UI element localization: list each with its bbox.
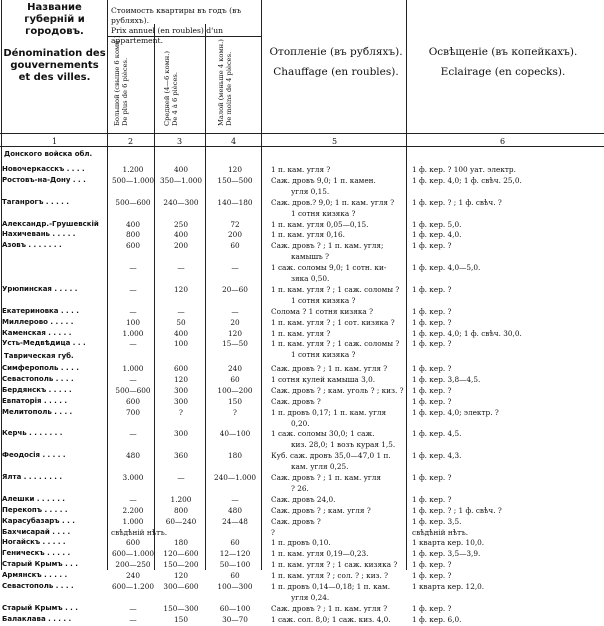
header-city-name-fr: Dénomination des gouvernements et des villes. — [3, 48, 106, 83]
heating-cost: 1 п. кам. угля ? ; 1 сот. кизяка ? — [271, 317, 395, 327]
header-city-name-ru: Название губерній и городовъ. — [24, 2, 85, 37]
city-name: Геническъ . . . . . — [2, 549, 71, 558]
rent-large: 500—600 — [115, 385, 151, 395]
city-name: Миллерово . . . . . — [2, 317, 74, 326]
city-name: Севастополь . . . . — [2, 582, 74, 590]
table-row — [0, 252, 604, 263]
table-row — [0, 517, 604, 528]
rent-medium: 240—300 — [163, 197, 199, 207]
rent-small: 480 — [228, 505, 242, 515]
header-lighting — [409, 42, 597, 82]
city-name: Старый Крымъ . . . — [2, 603, 78, 612]
rent-large: 2.200 — [122, 505, 144, 515]
section-title-tavricheskaya: Таврическая губ. — [4, 352, 74, 360]
heating-cost: 1 п. кам. угля 0,16. — [271, 230, 345, 240]
city-name: Балаклава . . . . . — [2, 614, 72, 623]
heating-cost: Саж. дровъ ? ; кам. уголь ? ; киз. ? — [271, 385, 404, 395]
rent-large: 1.000 — [122, 328, 144, 338]
table-row — [0, 495, 604, 506]
rent-medium: 360 — [174, 451, 188, 461]
city-name: Нахичевань . . . . . — [2, 230, 76, 239]
rent-large: 600—1.000 — [111, 549, 155, 559]
rent-large: — — [129, 306, 137, 316]
heating-cost: Саж. дровъ ? — [271, 396, 321, 406]
lighting-cost: 1 ф. кер. ? — [412, 364, 452, 373]
rent-medium: 300—600 — [163, 582, 199, 591]
table-row — [0, 198, 604, 209]
rent-small: 72 — [230, 219, 240, 229]
table-row — [0, 187, 604, 198]
city-name: Севастополь . . . . — [2, 374, 74, 383]
rent-medium: 600 — [174, 364, 188, 373]
lighting-cost: 1 ф. кер. ? — [412, 385, 452, 395]
lighting-cost: 1 ф. кер. ? ; 1 ф. свѣч. ? — [412, 505, 502, 515]
lighting-cost: 1 ф. кер. ? — [412, 494, 452, 504]
heating-cost: 1 саж. соломы 30,0; 1 сaж. — [271, 429, 375, 439]
city-name: Азовъ . . . . . . . — [2, 241, 62, 250]
rent-small: 20 — [230, 317, 240, 327]
rent-large: 200—250 — [115, 560, 151, 570]
header-large-ru: Большой (свыше 6 комн.) — [113, 35, 121, 126]
lighting-cost: 1 ф. кер. ? — [412, 339, 452, 349]
lighting-cost: 1 ф. кер. ? — [412, 306, 452, 316]
rent-large: 240 — [126, 571, 140, 581]
header-lighting-ru: Освѣщеніе (въ копейкахъ). — [428, 46, 578, 58]
city-name: Керчь . . . . . . . — [2, 429, 63, 438]
rent-small: — — [231, 263, 239, 273]
table-row — [0, 549, 604, 560]
table-row — [0, 560, 604, 571]
rent-large: — — [129, 284, 137, 294]
rent-medium: — — [177, 473, 185, 482]
lighting-cost: 1 ф. кер. ? — [412, 284, 452, 294]
city-name: Карасубазаръ . . . — [2, 516, 75, 525]
heating-cost: кам. угля 0,25. — [291, 462, 349, 472]
lighting-cost: 1 ф. кер. 4,0; 1 ф. свѣч. 25,0. — [412, 175, 522, 185]
heating-cost: Солома ? 1 сотня кизяка ? — [271, 306, 373, 316]
rent-small: 24—48 — [222, 516, 248, 526]
rent-small: 150—500 — [217, 175, 253, 185]
table-row — [0, 582, 604, 593]
table-row — [0, 604, 604, 615]
rent-large: 700 — [126, 407, 140, 417]
rent-small: 240—1.000 — [213, 473, 257, 482]
lighting-cost: 1 ф. кер. 4,3. — [412, 451, 462, 461]
heating-cost: зяка 0,50. — [291, 274, 330, 283]
header-heating-ru: Отопленіе (въ рубляхъ). — [269, 46, 403, 58]
header-heating-fr: Chauffage (en roubles). — [273, 66, 399, 78]
rent-large: 100 — [126, 317, 140, 327]
table-row — [0, 209, 604, 220]
table-row — [0, 364, 604, 375]
table-row — [0, 230, 604, 241]
rent-small: 12—120 — [219, 549, 251, 559]
rent-medium: 400 — [174, 165, 188, 174]
city-name: Ростовъ-на-Дону . . . — [2, 175, 86, 184]
rent-small: 140—180 — [217, 197, 253, 207]
rent-large: — — [129, 429, 137, 439]
rent-small: 120 — [228, 165, 242, 174]
rent-medium: 400 — [174, 328, 188, 338]
rent-large: 3.000 — [122, 473, 144, 482]
lighting-cost: 1 ф. кер. 5,0. — [412, 219, 462, 229]
table-row — [0, 339, 604, 350]
header-medium-ru: Средней (4—6 комн.) — [163, 50, 171, 126]
table-row — [0, 329, 604, 340]
rent-medium: 120—600 — [163, 549, 199, 559]
lighting-cost: свѣдѣній нѣтъ. — [412, 527, 469, 537]
column-number-6: 6 — [500, 137, 506, 146]
rent-medium: 300 — [174, 385, 188, 395]
heating-cost: Саж. дровъ ? ; кам. угля ? — [271, 505, 371, 515]
rent-small: 240 — [228, 364, 242, 373]
number-row-rule — [0, 146, 604, 147]
rent-small: 30—70 — [222, 614, 248, 624]
rent-small: 150 — [228, 396, 242, 406]
heating-cost: 1 п. кам. угля ? ; 1 саж. соломы ? — [271, 339, 400, 349]
table-row — [0, 419, 604, 430]
lighting-cost: 1 кварта кер. 12,0. — [412, 582, 485, 591]
lighting-cost: 1 ф. кер. 4,5. — [412, 429, 462, 439]
table-row — [0, 451, 604, 462]
heating-cost: Саж. дровъ ? — [271, 516, 321, 526]
table-row — [0, 473, 604, 484]
rent-medium: 250 — [174, 219, 188, 229]
heating-cost: Саж. дровъ ? ; 1 п. кам. угля; — [271, 241, 384, 251]
lighting-cost: 1 ф. кер. ? — [412, 241, 452, 251]
city-name: Александр.-Грушевскій — [2, 219, 99, 228]
rent-small: 100—200 — [217, 385, 253, 395]
city-name: Мелитополь . . . . — [2, 407, 73, 416]
heating-cost: 1 сотня кулей камыша 3,0. — [271, 374, 376, 384]
city-name: Бахчисарай . . . . — [2, 527, 71, 536]
rent-medium: 120 — [174, 374, 188, 384]
heating-cost: угля 0,15. — [291, 186, 330, 196]
heating-cost: Саж. дровъ 9,0; 1 п. камен. — [271, 175, 376, 185]
city-name: Бердянскъ . . . . . — [2, 385, 72, 394]
header-medium-apartment — [164, 51, 179, 126]
rent-large: — — [129, 494, 137, 504]
rent-medium: 400 — [174, 230, 188, 240]
rent-medium: 150—300 — [163, 603, 199, 613]
city-name: Перекопъ . . . . . — [2, 505, 68, 514]
rent-medium: 150 — [174, 614, 188, 624]
rent-small: 180 — [228, 451, 242, 461]
table-row — [0, 307, 604, 318]
rent-small: 60 — [230, 571, 240, 581]
heating-cost: ? 26. — [291, 483, 309, 493]
heating-cost: 1 саж. соломы 9,0; 1 сотн. ки- — [271, 263, 387, 273]
rent-small: 120 — [228, 328, 242, 338]
heating-cost: 1 п. дровъ 0,10. — [271, 538, 331, 548]
table-row — [0, 429, 604, 440]
rent-medium: — — [177, 263, 185, 273]
table-row — [0, 571, 604, 582]
lighting-cost: 1 кварта кер. 10,0. — [412, 538, 485, 548]
lighting-cost: 1 ф. кер. 4,0—5,0. — [412, 263, 481, 273]
heating-cost: 1 п. кам. угля ? — [271, 328, 331, 338]
heating-cost: 1 сотня кизяка ? — [291, 208, 356, 218]
city-name: Усть-Медвѣдица . . . — [2, 339, 86, 348]
heating-cost: Саж. дровъ ? ; 1 п. кам. угля — [271, 473, 381, 482]
table-row — [0, 440, 604, 451]
rent-medium: — — [177, 306, 185, 316]
table-row — [0, 506, 604, 517]
rent-medium: 120 — [174, 571, 188, 581]
table-row — [0, 408, 604, 419]
rent-medium: 300 — [174, 429, 188, 439]
rent-large: 600 — [126, 241, 140, 251]
table-row — [0, 397, 604, 408]
rent-large: — — [129, 614, 137, 624]
city-name: Ногайскъ . . . . . — [2, 538, 66, 547]
table-row — [0, 386, 604, 397]
table-row — [0, 176, 604, 187]
city-name: Каменская . . . . . — [2, 328, 72, 337]
rent-large: — — [129, 263, 137, 273]
rent-large: 600—1.200 — [111, 582, 155, 591]
city-name: Армянскъ . . . . . — [2, 571, 68, 580]
table-row — [0, 274, 604, 285]
city-name: Евпаторія . . . . . — [2, 396, 68, 405]
rent-small: 40—100 — [219, 429, 251, 439]
table-row — [0, 375, 604, 386]
heating-cost: 1 п. кам. угля 0,05—0,15. — [271, 219, 369, 229]
column-number-1: 1 — [52, 137, 58, 146]
heating-cost: Саж. дровъ ? ; 1 п. кам. угля ? — [271, 603, 388, 613]
lighting-cost: 1 ф. кер. ? ; 1 ф. свѣч. ? — [412, 197, 502, 207]
lighting-cost: 1 ф. кер. 3,8—4,5. — [412, 374, 481, 384]
lighting-cost: 1 ф. кер. ? 100 уат. электр. — [412, 165, 516, 174]
header-city-name — [3, 2, 106, 84]
rent-large: — — [129, 339, 137, 349]
rent-small: 200 — [228, 230, 242, 240]
heating-cost: Саж. дровъ 24,0. — [271, 494, 336, 504]
lighting-cost: 1 ф. кер. 4,0. — [412, 230, 462, 240]
rent-medium: 150—200 — [163, 560, 199, 570]
lighting-cost: 1 ф. кер. 4,0; электр. ? — [412, 407, 499, 417]
city-name: Старый Крымъ . . . — [2, 560, 78, 569]
heating-cost: 1 п. кам. угля ? ; 1 саж. соломы ? — [271, 284, 400, 294]
lighting-cost: 1 ф. кер. ? — [412, 603, 452, 613]
rent-medium: 200 — [174, 241, 188, 251]
table-row — [0, 220, 604, 231]
column-number-5: 5 — [332, 137, 338, 146]
header-medium-fr: De 4 à 6 pièces. — [170, 72, 179, 126]
header-large-fr: De plus de 6 pièces. — [120, 57, 129, 126]
header-heating — [266, 42, 406, 82]
heating-cost: камышъ ? — [291, 252, 330, 262]
column-number-2: 2 — [128, 137, 134, 146]
heating-cost: угля 0,24. — [291, 592, 330, 602]
heating-cost: 1 п. кам. угля ? ; 1 саж. кизяка ? — [271, 560, 398, 570]
column-number-4: 4 — [231, 137, 237, 146]
city-name: Алешки . . . . . . — [2, 494, 65, 503]
rent-small: ? — [233, 407, 237, 417]
city-name: Новочеркасскъ . . . . — [2, 165, 85, 173]
table-row — [0, 538, 604, 549]
heating-cost: 1 сотня кизяка ? — [291, 350, 356, 360]
heating-cost: 1 п. кам. угля ? ; сол. ? ; киз. ? — [271, 571, 389, 581]
city-name: Урюпинская . . . . . — [2, 284, 78, 293]
rent-medium: 300 — [174, 396, 188, 406]
table-row — [0, 350, 604, 361]
lighting-cost: 1 ф. кер. 3,5. — [412, 516, 462, 526]
lighting-cost: 1 ф. кер. ? — [412, 571, 452, 581]
table-row — [0, 528, 604, 539]
heating-cost: 1 п. кам. угля 0,19—0,23. — [271, 549, 369, 559]
lighting-cost: 1 ф. кер. ? — [412, 317, 452, 327]
rent-large: 1.000 — [122, 364, 144, 373]
rent-large: — — [129, 374, 137, 384]
rent-small: 50—100 — [219, 560, 251, 570]
heating-cost: 0,20. — [291, 418, 310, 428]
column-number-3: 3 — [177, 137, 183, 146]
lighting-cost: 1 ф. кер. 4,0; 1 ф. свѣч. 30,0. — [412, 328, 522, 338]
city-name: Екатериновка . . . . — [2, 306, 79, 315]
rent-large: свѣдѣній нѣтъ. — [111, 527, 168, 537]
heating-cost: 1 п. дровъ 0,14—0,18; 1 п. кам. — [271, 582, 391, 591]
heating-cost: ? — [271, 527, 275, 537]
header-small-fr: De moins de 4 pièces. — [224, 51, 233, 126]
header-rule — [0, 133, 604, 134]
rent-large: 600 — [126, 538, 140, 548]
rent-large: 500—600 — [115, 197, 151, 207]
section-title-donskoy: Донского войска обл. — [4, 150, 93, 158]
header-rent-cost-fr: Prix annuel (en roubles) d'un appartement. — [111, 26, 224, 45]
rent-medium: 60—240 — [165, 516, 197, 526]
table-row — [0, 318, 604, 329]
header-rent-cost — [111, 6, 261, 46]
table-row — [0, 462, 604, 473]
rent-medium: 180 — [174, 538, 188, 548]
rent-medium: 100 — [174, 339, 188, 349]
rent-small: 60 — [230, 538, 240, 548]
lighting-cost: 1 ф. кер. ? — [412, 396, 452, 406]
header-large-apartment — [114, 36, 129, 126]
rent-small: — — [231, 494, 239, 504]
rent-medium: 120 — [174, 284, 188, 294]
header-rent-cost-ru: Стоимость квартиры въ годъ (въ рубляхъ). — [111, 6, 242, 25]
table-row — [0, 593, 604, 604]
table-row — [0, 484, 604, 495]
rent-medium: ? — [179, 407, 183, 417]
city-name: Таганрогъ . . . . . — [2, 197, 69, 206]
heating-cost: Куб. саж. дровъ 35,0—47,0 1 п. — [271, 451, 391, 461]
heating-cost: Саж. дров.? 9,0; 1 п. кам. угля ? — [271, 197, 395, 207]
heating-cost: 1 сотня кизяка ? — [291, 295, 356, 305]
rent-medium: 350—1.000 — [159, 175, 203, 185]
table-row — [0, 615, 604, 626]
lighting-cost: 1 ф. кер. ? — [412, 473, 452, 482]
rent-large: 600 — [126, 396, 140, 406]
rent-small: 60 — [230, 374, 240, 384]
lighting-cost: 1 ф. кер. 6,0. — [412, 614, 462, 624]
header-small-apartment — [218, 39, 233, 126]
table-row — [0, 285, 604, 296]
rent-medium: 50 — [176, 317, 186, 327]
heating-cost: Саж. дровъ ? ; 1 п. кам. угля ? — [271, 364, 388, 373]
rent-small: 60—100 — [219, 603, 251, 613]
rent-large: 500—1.000 — [111, 175, 155, 185]
rent-large: 1.000 — [122, 516, 144, 526]
rent-medium: 800 — [174, 505, 188, 515]
table-row — [0, 165, 604, 176]
rent-large: 400 — [126, 219, 140, 229]
rent-medium: 1.200 — [170, 494, 192, 504]
city-name: Феодосія . . . . . — [2, 451, 66, 460]
rent-small: 15—50 — [222, 339, 248, 349]
rent-small: 60 — [230, 241, 240, 251]
city-name: Ялта . . . . . . . . — [2, 473, 63, 481]
header-small-ru: Малой (меньше 4 комн.) — [217, 39, 225, 126]
heating-cost: 1 п. дровъ 0,17; 1 п. кам. угля — [271, 407, 387, 417]
lighting-cost: 1 ф. кер. 3,5—3,9. — [412, 549, 481, 559]
header-lighting-fr: Eclairage (en copecks). — [440, 66, 566, 78]
table-row — [0, 241, 604, 252]
heating-cost: 1 п. кам. угля ? — [271, 165, 331, 174]
table-row — [0, 263, 604, 274]
rent-large: 480 — [126, 451, 140, 461]
city-name: Симферополь . . . . — [2, 364, 79, 372]
rent-small: 20—60 — [222, 284, 248, 294]
rent-large: 800 — [126, 230, 140, 240]
heating-cost: 1 саж. сол. 8,0; 1 саж. киз. 4,0. — [271, 614, 391, 624]
lighting-cost: 1 ф. кер. ? — [412, 560, 452, 570]
rent-large: 1.200 — [122, 165, 144, 174]
table-row — [0, 296, 604, 307]
heating-cost: киз. 28,0; 1 возъ курая 1,5. — [291, 440, 396, 450]
rent-small: — — [231, 306, 239, 316]
rent-large: — — [129, 603, 137, 613]
rent-small: 100—300 — [217, 582, 253, 591]
